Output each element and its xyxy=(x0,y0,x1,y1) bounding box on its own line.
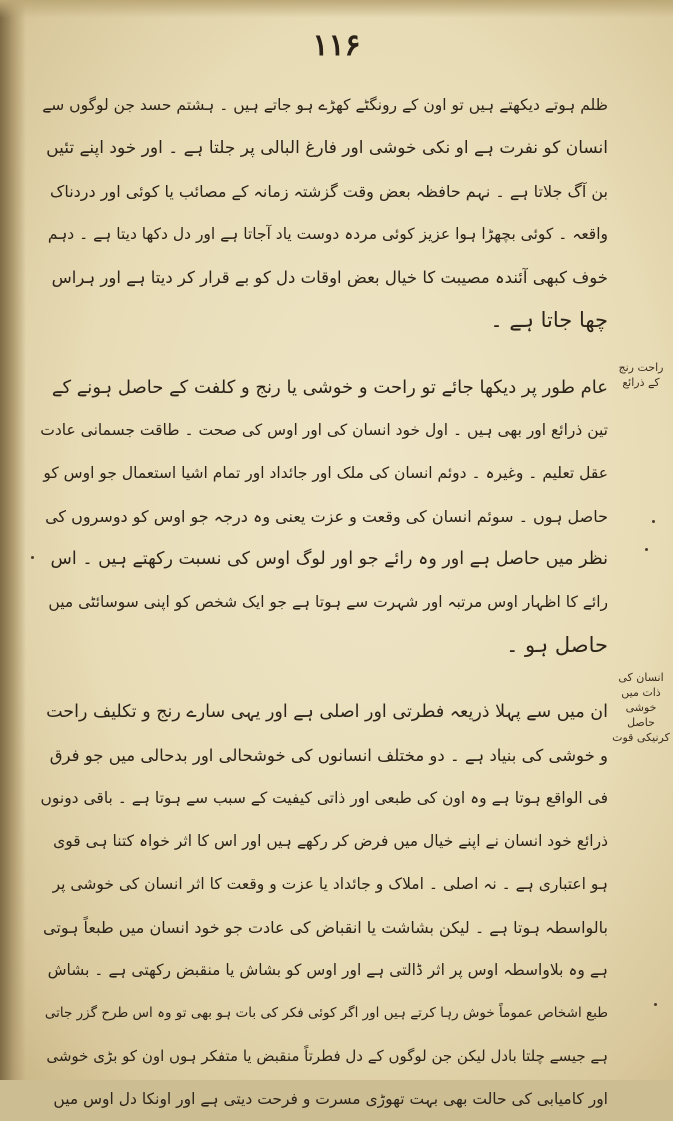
ink-speck xyxy=(31,556,34,559)
page-edge-shadow xyxy=(0,0,673,18)
text-line: بالواسطہ ہوتا ہے ۔ لیکن بشاشت یا انقباض کی عادت جو خود انسان میں طبعاً ہوتی xyxy=(43,918,608,937)
text-line: ہو اعتباری ہے ۔ نہ اصلی ۔ املاک و جائداد یا عزت و وقعت کا اثر انسان کی خوشی پر xyxy=(52,875,608,893)
paragraph-2 xyxy=(40,366,608,667)
text-line: تین ذرائع اور بھی ہیں ۔ اول خود انسان کی اور اوس کی صحت ۔ طاقت جسمانی عادت xyxy=(40,421,608,439)
text-line: ہے وہ بلاواسطہ اوس پر اثر ڈالتی ہے اور اوس کو بشاش یا منقبض رکھتی ہے ۔ بشاش xyxy=(47,961,608,979)
text-line: عقل تعلیم ۔ وغیرہ ۔ دوئم انسان کی ملک اور جائداد اور تمام اشیا استعمال جو اوس کو xyxy=(43,464,608,482)
binding-shadow xyxy=(0,0,26,1080)
text-line: بن آگ جلاتا ہے ۔ نہم حافظہ بعض وقت گزشتہ زمانہ کے مصائب یا کوئی اور دردناک xyxy=(50,182,608,201)
text-line: چھا جاتا ہے ۔ xyxy=(490,308,608,332)
text-line: و خوشی کی بنیاد ہے ۔ دو مختلف انسانوں کی خوشحالی اور بدحالی میں جو فرق xyxy=(49,746,608,765)
text-line: ہے جیسے چلتا بادل لیکن جن لوگوں کے دل فطرتاً منقبض یا متفکر ہوں اون کو بڑی خوشی xyxy=(46,1047,608,1065)
margin-note-1: راحت رنج کے ذرائع xyxy=(618,361,664,389)
text-line: طبع اشخاص عموماً خوش رہا کرتے ہیں اور اگر کوئی فکر کی بات ہو بھی تو وہ اس طرح گزر جاتی xyxy=(44,1005,608,1021)
paragraph-3 xyxy=(40,691,608,1121)
text-line: رائے کا اظہار اوس مرتبہ اور شہرت سے ہوتا ہے جو ایک شخص کو اپنی سوسائٹی میں xyxy=(48,593,608,611)
margin-note-2: انسان کی ذات میں خوشی حاصل کرنیکی قوت xyxy=(612,671,670,744)
text-line: نظر میں حاصل ہے اور وہ رائے جو اور لوگ اوس کی نسبت رکھتے ہیں ۔ اس xyxy=(50,549,608,569)
text-line: ان میں سے پہلا ذریعہ فطرتی اور اصلی ہے اور یہی سارے رنج و تکلیف راحت xyxy=(46,702,608,722)
ink-speck xyxy=(652,520,655,523)
paragraph-1 xyxy=(40,84,608,342)
text-line: خوف کبھی آئندہ مصیبت کا خیال بعض اوقات دل کو بے قرار کر دیتا ہے اور ہراس xyxy=(51,268,608,287)
text-line: عام طور پر دیکھا جائے تو راحت و خوشی یا رنج و کلفت کے حاصل ہونے کے xyxy=(51,377,608,398)
body-text xyxy=(40,84,608,1121)
text-line: واقعہ ۔ کوئی بچھڑا ہوا عزیز کوئی مردہ دوست یاد آجاتا ہے اور دل دکھا دیتا ہے ۔ دہم xyxy=(47,225,608,243)
text-line: حاصل ہوں ۔ سوئم انسان کی وقعت و عزت یعنی وہ درجہ جو اوس کو دوسروں کی xyxy=(45,507,608,526)
text-line: انسان کو نفرت ہے او نکی خوشی اور فارغ البالی پر جلتا ہے ۔ اور خود اپنے تئیں xyxy=(46,138,608,158)
text-line: فی الواقع ہوتا ہے وہ اون کی طبعی اور ذاتی کیفیت کے سبب سے ہوتا ہے ۔ باقی دونوں xyxy=(40,789,608,807)
ink-speck xyxy=(654,1003,657,1006)
text-line: اور کامیابی کی حالت بھی بہت تھوڑی مسرت و فرحت دیتی ہے اور اونکا دل اوس میں xyxy=(53,1090,608,1108)
ink-speck xyxy=(645,548,648,551)
page-number: ۱۱۶ xyxy=(312,28,361,63)
text-line: ظلم ہوتے دیکھتے ہیں تو اون کے رونگٹے کھڑے ہو جاتے ہیں ۔ ہشتم حسد جن لوگوں سے xyxy=(42,96,608,114)
text-line: حاصل ہو ۔ xyxy=(506,633,608,657)
text-line: ذرائع خود انسان نے اپنے خیال میں فرض کر رکھے ہیں اور اس کا اثر خواہ کتنا ہی قوی xyxy=(53,832,608,850)
